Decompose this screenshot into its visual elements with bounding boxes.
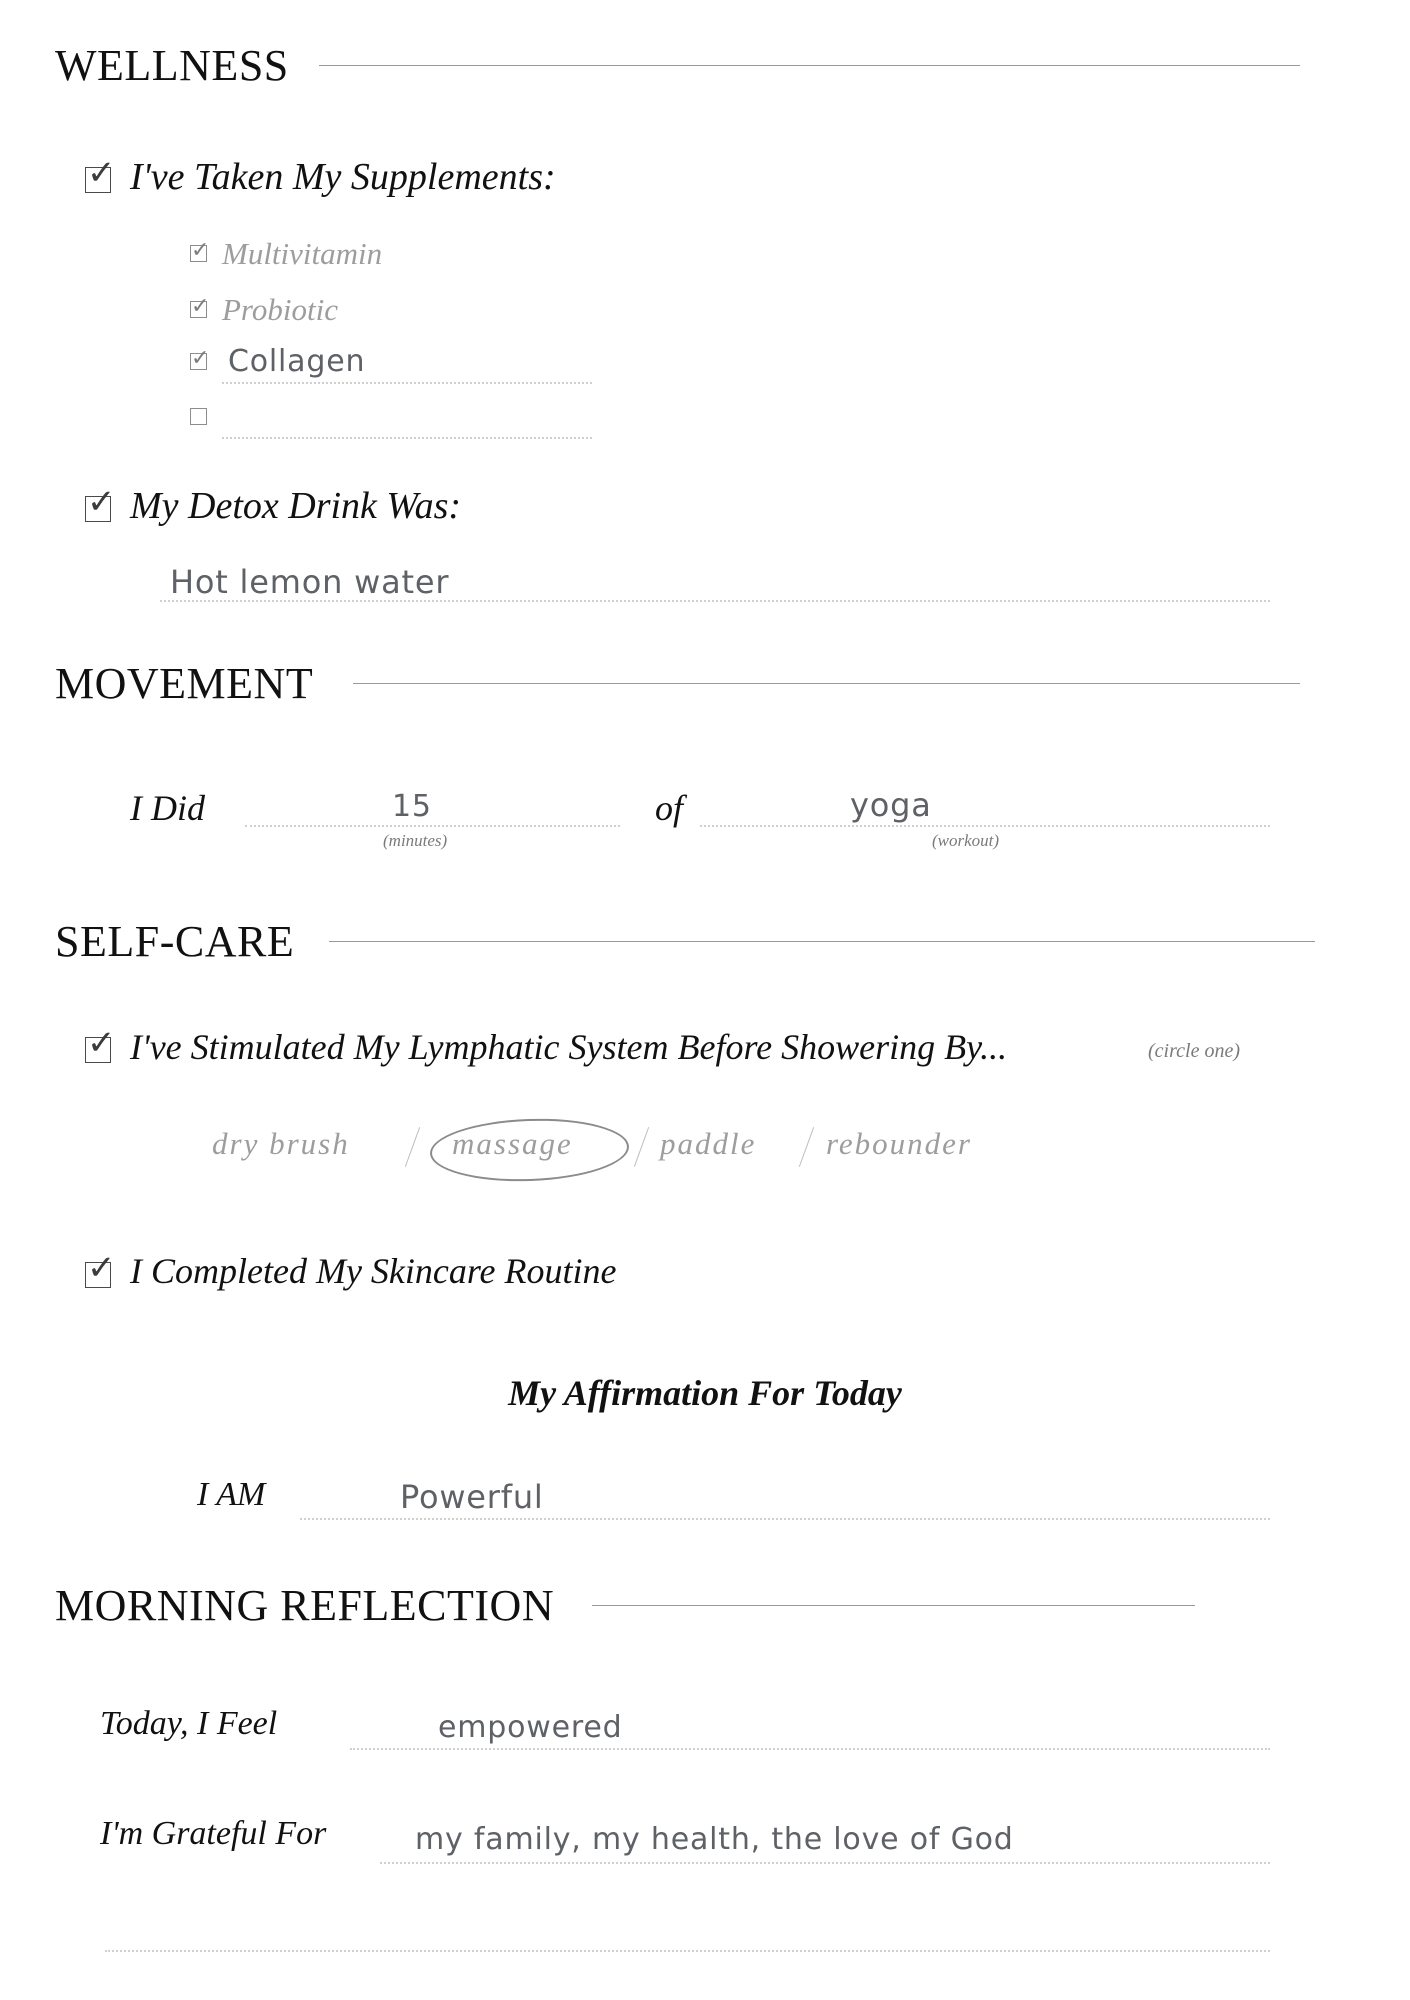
label-i-am: I AM [197, 1476, 266, 1513]
option-paddle[interactable]: paddle [660, 1126, 757, 1161]
value-today-i-feel[interactable]: empowered [438, 1710, 623, 1745]
rule-minutes [245, 825, 620, 827]
value-grateful-for[interactable]: my family, my health, the love of God [415, 1822, 1014, 1857]
checkbox-lymphatic[interactable] [85, 1025, 116, 1063]
section-rule [353, 683, 1300, 684]
section-header-wellness [55, 40, 1355, 91]
section-title-reflection: MORNING REFLECTION [55, 1581, 555, 1630]
checkbox-supplement-custom-1[interactable] [190, 345, 210, 370]
checkbox-probiotic[interactable] [190, 293, 210, 318]
section-header-reflection [55, 1580, 1355, 1631]
value-supplement-custom-1[interactable]: Collagen [228, 344, 366, 379]
hint-circle-one: (circle one) [1148, 1040, 1240, 1062]
option-separator [405, 1127, 420, 1167]
check-mark-icon: ✓ [191, 237, 210, 262]
check-mark-icon: ✓ [191, 345, 210, 370]
rule-grateful-for-1 [380, 1862, 1270, 1864]
checkbox-supplements[interactable] [85, 155, 116, 193]
checkbox-multivitamin[interactable] [190, 237, 210, 262]
value-detox-drink[interactable]: Hot lemon water [170, 563, 450, 601]
rule-supplement-custom-1 [222, 382, 592, 384]
label-skincare: I Completed My Skincare Routine [130, 1251, 617, 1291]
section-rule [319, 65, 1300, 66]
rule-i-am [300, 1518, 1270, 1520]
label-probiotic: Probiotic [222, 292, 338, 327]
caption-workout: (workout) [932, 831, 1000, 850]
check-mark-icon: ✓ [87, 1250, 116, 1287]
option-separator [799, 1127, 814, 1167]
section-title-wellness: WELLNESS [55, 41, 289, 90]
check-mark-icon: ✓ [191, 293, 210, 318]
option-dry-brush[interactable]: dry brush [212, 1126, 350, 1161]
value-i-am[interactable]: Powerful [400, 1478, 544, 1516]
option-rebounder[interactable]: rebounder [826, 1126, 972, 1161]
caption-minutes: (minutes) [383, 831, 448, 850]
section-header-movement [55, 658, 1355, 709]
option-separator [634, 1127, 649, 1167]
check-mark-icon: ✓ [87, 155, 116, 192]
value-workout[interactable]: yoga [850, 786, 932, 824]
label-detox-drink: My Detox Drink Was: [130, 485, 462, 527]
label-i-did: I Did [130, 788, 205, 828]
label-grateful-for: I'm Grateful For [100, 1815, 327, 1852]
section-title-selfcare: SELF-CARE [55, 917, 295, 966]
section-title-movement: MOVEMENT [55, 659, 314, 708]
rule-grateful-for-2 [105, 1950, 1270, 1952]
section-rule [592, 1605, 1195, 1606]
rule-supplement-custom-2 [222, 437, 592, 439]
checkbox-supplement-custom-2[interactable] [190, 408, 207, 425]
label-multivitamin: Multivitamin [222, 236, 383, 271]
label-lymphatic: I've Stimulated My Lymphatic System Before Showering By... [130, 1027, 1008, 1067]
option-massage[interactable]: massage [452, 1126, 573, 1161]
label-supplements: I've Taken My Supplements: [130, 156, 556, 198]
title-affirmation: My Affirmation For Today [508, 1373, 902, 1413]
section-rule [329, 941, 1315, 942]
check-mark-icon: ✓ [87, 484, 116, 521]
section-header-selfcare [55, 916, 1355, 967]
check-mark-icon: ✓ [87, 1025, 116, 1062]
checkbox-detox-drink[interactable] [85, 484, 116, 522]
rule-workout [700, 825, 1270, 827]
label-of: of [655, 788, 684, 828]
label-today-i-feel: Today, I Feel [100, 1705, 278, 1742]
value-minutes[interactable]: 15 [392, 789, 432, 824]
checkbox-skincare[interactable] [85, 1250, 116, 1288]
rule-today-i-feel [350, 1748, 1270, 1750]
